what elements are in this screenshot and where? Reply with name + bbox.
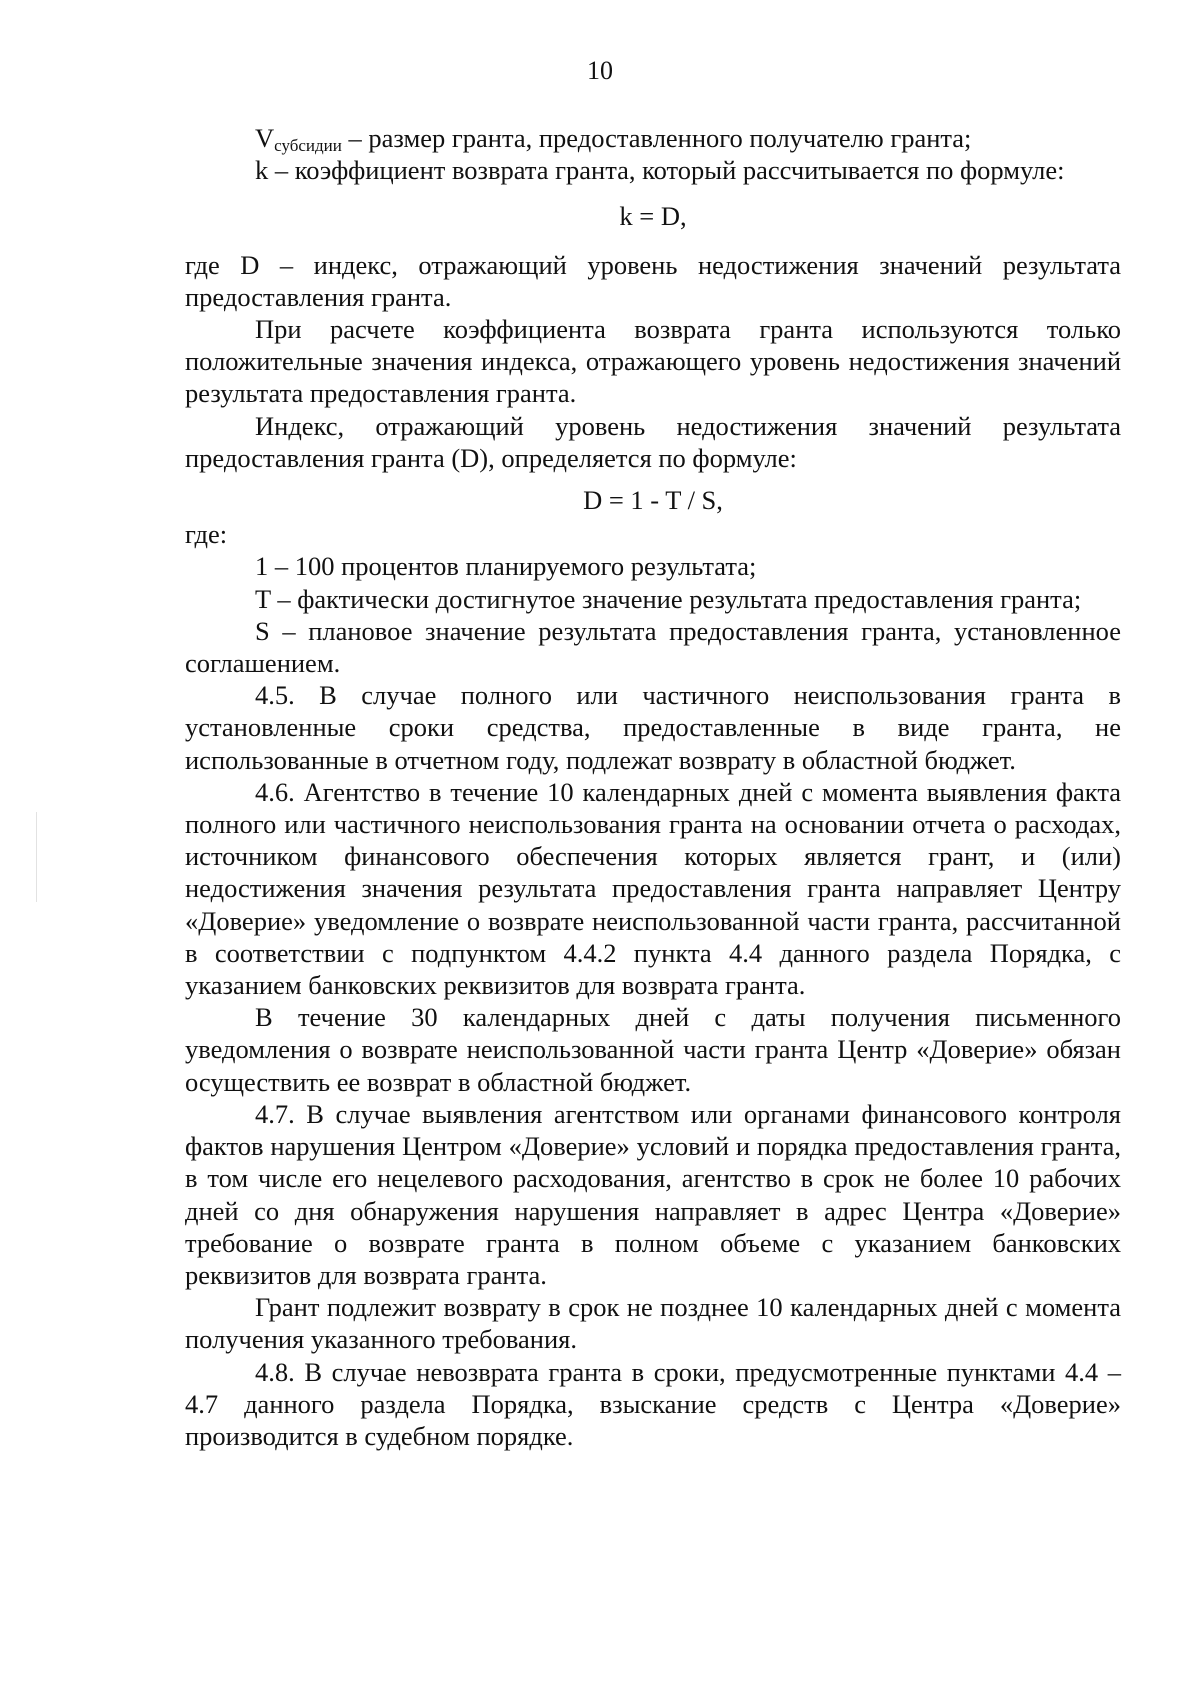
definition-k: k – коэффициент возврата гранта, который рассчитывается по формуле: [255,155,1065,186]
term-t: T – фактически достигнутое значение результата предоставления гранта; [255,583,1082,614]
section-4-8: 4.8. В случае невозврата гранта в сроки, предусмотренные пунктами 4.4 – 4.7 данного раздела Порядка, взыскание средств с Центра «Доверие» производится в судебном порядке. [185,1356,1121,1451]
v-definition-text: – размер гранта, предоставленного получателю гранта; [341,123,972,153]
section-4-5: 4.5. В случае полного или частичного неиспользования гранта в установленные сроки средства, предоставленные в виде гранта, не использованные в отчетном году, подлежат возврату в областной бюджет. [185,680,1121,775]
definition-v-subsidy [185,122,1121,154]
term-s: S – плановое значение результата предоставления гранта, установленное соглашением. [185,615,1121,679]
where-label: где: [185,519,228,550]
formula-d: D = 1 - T / S, [583,485,723,516]
index-intro-paragraph: Индекс, отражающий уровень недостижения значений результата предоставления гранта (D), определяется по формуле: [185,410,1121,473]
section-4-7: 4.7. В случае выявления агентством или органами финансового контроля фактов нарушения Центром «Доверие» условий и порядка предоставления гранта, в том числе его нецелевого расходования, агентство в срок не более 10 рабочих дней со дня обнаружения нарушения направляет в адрес Центра «Доверие» требование о возврате гранта в полном объеме с указанием банковских реквизитов для возврата гранта. [185,1098,1121,1290]
v-subscript: субсидии [274,136,342,155]
section-4-7-deadline-paragraph: Грант подлежит возврату в срок не позднее 10 календарных дней с момента получения указанного требования. [185,1292,1121,1355]
term-one: 1 – 100 процентов планируемого результата; [255,551,757,582]
page-number: 10 [587,56,613,85]
section-4-6: 4.6. Агентство в течение 10 календарных дней с момента выявления факта полного или частичного неиспользования гранта на основании отчета о расходах, источником финансового обеспечения которых является грант, и (или) недостижения значения результата предоставления гранта направляет Центру «Доверие» уведомление о возврате неиспользованной части гранта, рассчитанной в соответствии с подпунктом 4.4.2 пункта 4.4 данного раздела Порядка, с указанием банковских реквизитов для возврата гранта. [185,776,1121,1001]
formula-k: k = D, [619,201,687,232]
section-4-6-return-paragraph: В течение 30 календарных дней с даты получения письменного уведомления о возврате неиспользованной части гранта Центр «Доверие» обязан осуществить ее возврат в областной бюджет. [185,1002,1121,1097]
document-body [185,122,1121,1452]
calculation-note-paragraph: При расчете коэффициента возврата гранта используются только положительные значения индекса, отражающего уровень недостижения значений результата предоставления гранта. [185,314,1121,409]
where-d-paragraph: где D – индекс, отражающий уровень недостижения значений результата предоставления гранта. [185,249,1121,312]
v-symbol: V [255,123,275,153]
scan-margin-mark [36,812,37,902]
